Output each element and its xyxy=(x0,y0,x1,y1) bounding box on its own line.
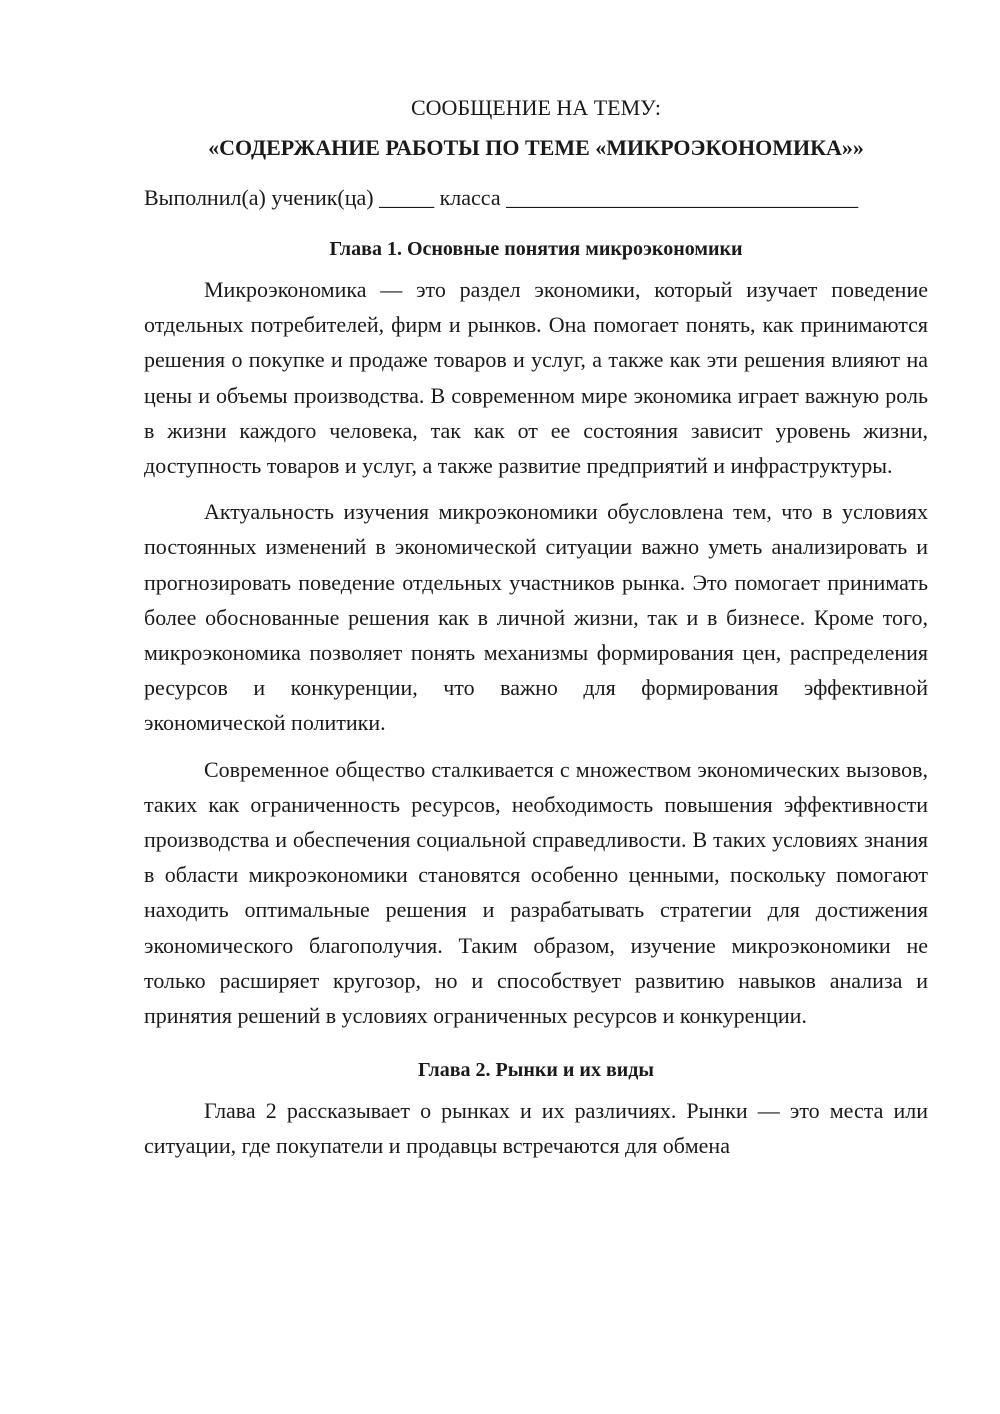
document-title: СООБЩЕНИЕ НА ТЕМУ: xyxy=(411,95,661,120)
chapter-2-heading: Глава 2. Рынки и их виды xyxy=(418,1059,654,1082)
chapter-1-paragraph-3: Современное общество сталкивается с множеством экономических вызовов, таких как ограниченность ресурсов, необходимость повышения эффективности производства и обеспечения социальной справедливости. В таких условиях знания в области микроэкономики становятся особенно ценными, поскольку помогают находить оптимальные решения и разрабатывать стратегии для достижения экономического благополучия. Таким образом, изучение микроэкономики не только расширяет кругозор, но и способствует развитию навыков анализа и принятия решений в условиях ограниченных ресурсов и конкуренции. xyxy=(144,756,928,1029)
chapter-1-paragraph-1: Микроэкономика — это раздел экономики, который изучает поведение отдельных потребителей, фирм и рынков. Она помогает понять, как принимаются решения о покупке и продаже товаров и услуг, а также как эти решения влияют на цены и объемы производства. В современном мире экономика играет важную роль в жизни каждого человека, так как от ее состояния зависит уровень жизни, доступность товаров и услуг, а также развитие предприятий и инфраструктуры. xyxy=(144,277,928,479)
author-line: Выполнил(а) ученик(ца) _____ класса ________________________________ xyxy=(144,185,859,210)
chapter-1-heading: Глава 1. Основные понятия микроэкономики xyxy=(329,238,743,260)
document-page xyxy=(144,92,928,1164)
chapter-1-paragraph-2: Актуальность изучения микроэкономики обусловлена тем, что в условиях постоянных изменений в экономической ситуации важно уметь анализировать и прогнозировать поведение отдельных участников рынка. Это помогает принимать более обоснованные решения как в личной жизни, так и в бизнесе. Кроме того, микроэкономика позволяет понять механизмы формирования цен, распределения ресурсов и конкуренции, что важно для формирования эффективной экономической политики. xyxy=(144,499,928,736)
document-subtitle: «СОДЕРЖАНИЕ РАБОТЫ ПО ТЕМЕ «МИКРОЭКОНОМИКА»» xyxy=(208,135,864,160)
chapter-2-paragraph-1: Глава 2 рассказывает о рынках и их различиях. Рынки — это места или ситуации, где покупатели и продавцы встречаются для обмена xyxy=(144,1098,928,1159)
